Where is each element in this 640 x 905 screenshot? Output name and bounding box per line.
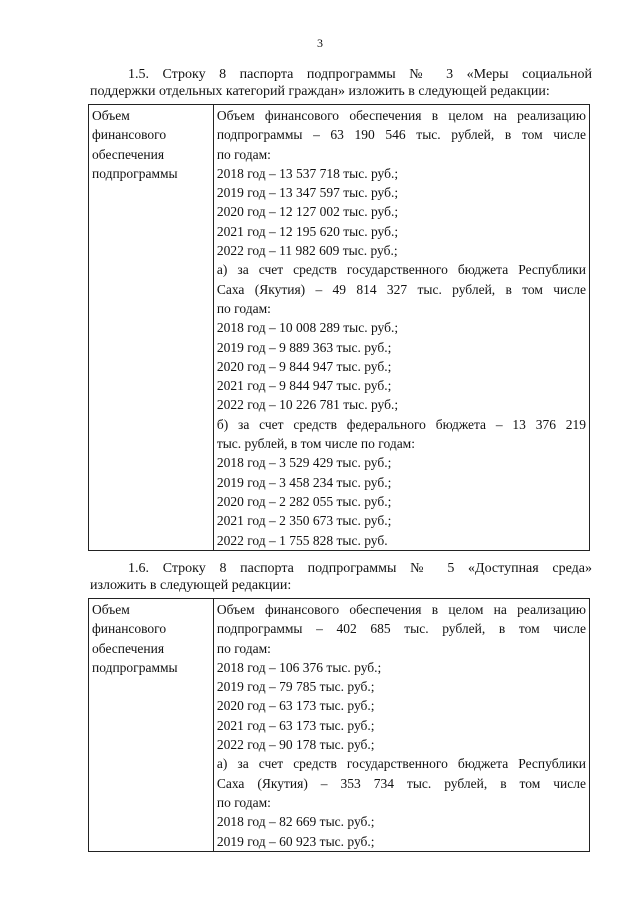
budget-b-line: тыс. рублей, в том числе по годам:	[216, 436, 415, 452]
year-line: 2018 год – 82 669 тыс. руб.;	[216, 814, 375, 830]
section-1-5-table	[88, 104, 590, 551]
year-line: 2022 год – 90 178 тыс. руб.;	[216, 737, 375, 753]
section-1-5-intro	[90, 66, 592, 100]
content-cell	[213, 599, 589, 852]
year-line: 2021 год – 63 173 тыс. руб.;	[216, 717, 375, 733]
year-line: 2018 год – 106 376 тыс. руб.;	[216, 659, 382, 675]
year-line: 2020 год – 2 282 055 тыс. руб.;	[216, 493, 392, 509]
year-line: 2018 год – 3 529 429 тыс. руб.;	[216, 455, 392, 471]
total-line: подпрограммы – 402 685 тыс. рублей, в том числе	[216, 621, 586, 637]
label-cell	[89, 599, 214, 852]
year-line: 2020 год – 9 844 947 тыс. руб.;	[216, 358, 392, 374]
year-line: 2020 год – 12 127 002 тыс. руб.;	[216, 204, 399, 220]
section-1-5-intro-line2: поддержки отдельных категорий граждан» изложить в следующей редакции:	[90, 84, 550, 99]
total-line: подпрограммы – 63 190 546 тыс. рублей, в том числе	[216, 127, 586, 143]
content-cell	[213, 105, 589, 551]
year-line: 2019 год – 79 785 тыс. руб.;	[216, 679, 375, 695]
label-line: подпрограммы	[92, 165, 178, 181]
table-row	[89, 599, 590, 852]
year-line: 2019 год – 9 889 363 тыс. руб.;	[216, 339, 392, 355]
year-line: 2021 год – 12 195 620 тыс. руб.;	[216, 223, 399, 239]
year-line: 2022 год – 10 226 781 тыс. руб.;	[216, 397, 399, 413]
year-line: 2018 год – 10 008 289 тыс. руб.;	[216, 320, 399, 336]
year-line: 2019 год – 60 923 тыс. руб.;	[216, 833, 375, 849]
year-line: 2019 год – 13 347 597 тыс. руб.;	[216, 185, 399, 201]
section-1-6-intro-line2: изложить в следующей редакции:	[90, 578, 292, 593]
label-line: финансового	[92, 127, 167, 143]
label-line: обеспечения	[92, 146, 165, 162]
year-line: 2021 год – 2 350 673 тыс. руб.;	[216, 513, 392, 529]
label-cell	[89, 105, 214, 551]
budget-a-line: Саха (Якутия) – 353 734 тыс. рублей, в том числе	[216, 775, 586, 791]
year-line: 2019 год – 3 458 234 тыс. руб.;	[216, 474, 392, 490]
budget-a-line: по годам:	[216, 300, 271, 316]
total-line: Объем финансового обеспечения в целом на реализацию	[216, 602, 586, 617]
budget-a-line: а) за счет средств государственного бюджета Республики	[216, 262, 586, 278]
budget-a-line: а) за счет средств государственного бюджета Республики	[216, 756, 586, 772]
year-line: 2021 год – 9 844 947 тыс. руб.;	[216, 378, 392, 394]
total-line: Объем финансового обеспечения в целом на реализацию	[216, 108, 586, 123]
label-line: финансового	[92, 621, 167, 637]
year-line: 2022 год – 11 982 609 тыс. руб.;	[216, 243, 398, 259]
year-line: 2018 год – 13 537 718 тыс. руб.;	[216, 165, 399, 181]
budget-b-line: б) за счет средств федерального бюджета – 13 376 219	[216, 416, 586, 432]
budget-a-line: Саха (Якутия) – 49 814 327 тыс. рублей, в том числе	[216, 281, 586, 297]
section-1-6-table	[88, 598, 590, 852]
label-line: Объем	[92, 108, 130, 123]
label-line: обеспечения	[92, 640, 165, 656]
section-1-6-intro	[90, 560, 592, 594]
label-line: Объем	[92, 602, 130, 617]
table-row	[89, 105, 590, 551]
total-line: по годам:	[216, 146, 271, 162]
section-1-5-intro-line1: 1.5. Строку 8 паспорта подпрограммы № 3 «Меры социальной	[128, 67, 592, 82]
total-line: по годам:	[216, 640, 271, 656]
page-number: 3	[317, 36, 323, 50]
year-line: 2022 год – 1 755 828 тыс. руб.	[216, 532, 388, 548]
label-line: подпрограммы	[92, 659, 178, 675]
section-1-6-intro-line1: 1.6. Строку 8 паспорта подпрограммы № 5 «Доступная среда»	[128, 561, 592, 576]
budget-a-line: по годам:	[216, 794, 271, 810]
year-line: 2020 год – 63 173 тыс. руб.;	[216, 698, 375, 714]
